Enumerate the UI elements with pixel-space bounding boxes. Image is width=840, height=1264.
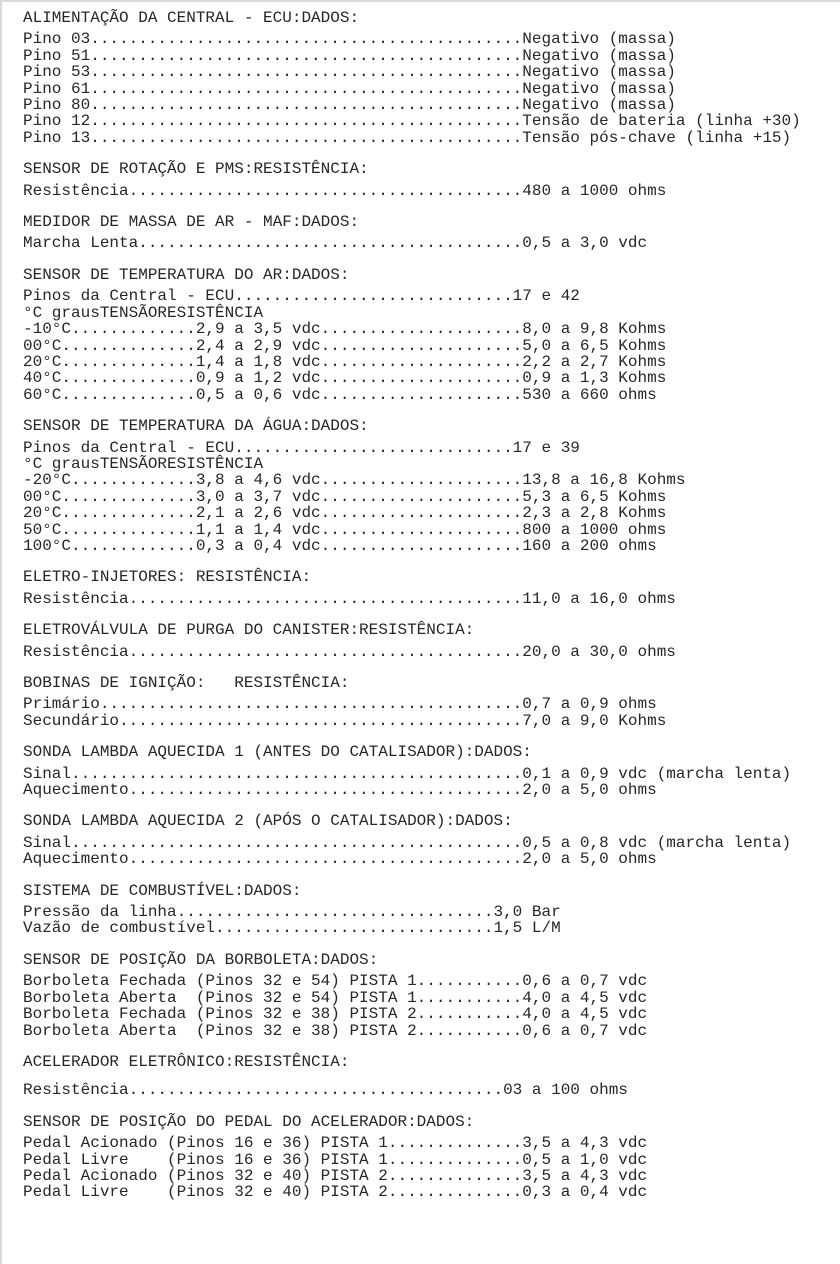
section-title: MEDIDOR DE MASSA DE AR - MAF:DADOS: bbox=[23, 213, 360, 232]
table-header-line: °C grausTENSÃORESISTÊNCIA bbox=[23, 303, 264, 322]
spec-section bbox=[23, 813, 840, 867]
spec-line: 20°C..............1,4 a 1,8 vdc.....................2,2 a 2,7 Kohms bbox=[23, 352, 667, 371]
spec-section bbox=[23, 569, 840, 607]
spec-line: 40°C..............0,9 a 1,2 vdc.....................0,9 a 1,3 Kohms bbox=[23, 369, 667, 388]
spec-line: Pino 61.............................................Negativo (massa) bbox=[23, 79, 676, 98]
section-title: ALIMENTAÇÃO DA CENTRAL - ECU:DADOS: bbox=[23, 9, 360, 27]
spec-line: -20°C.............3,8 a 4,6 vdc.....................13,8 a 16,8 Kohms bbox=[23, 471, 686, 490]
section-title: SISTEMA DE COMBUSTÍVEL:DADOS: bbox=[23, 881, 302, 900]
section-title: SONDA LAMBDA AQUECIDA 1 (ANTES DO CATALISADOR):DADOS: bbox=[23, 743, 532, 762]
spec-line: Pedal Livre (Pinos 32 e 40) PISTA 2..............0,3 a 0,4 vdc bbox=[23, 1183, 648, 1202]
spec-line: Pino 80.............................................Negativo (massa) bbox=[23, 96, 676, 115]
spec-line: Sinal...............................................0,5 a 0,8 vdc (marcha lenta) bbox=[23, 833, 792, 852]
spec-section bbox=[23, 418, 840, 554]
section-title: ELETRO-INJETORES: RESISTÊNCIA: bbox=[23, 568, 312, 587]
spec-line: Sinal...............................................0,1 a 0,9 vdc (marcha lenta) bbox=[23, 764, 792, 783]
spec-line: Pino 13.............................................Tensão pós-chave (linha +15) bbox=[23, 128, 792, 147]
spec-line: Primário............................................0,7 a 0,9 ohms bbox=[23, 695, 657, 714]
spec-section bbox=[23, 267, 840, 403]
spec-section bbox=[23, 161, 840, 199]
spec-line: Resistência.........................................11,0 a 16,0 ohms bbox=[23, 589, 676, 608]
section-title: SENSOR DE TEMPERATURA DA ÁGUA:DADOS: bbox=[23, 417, 369, 436]
spec-line: 100°C.............0,3 a 0,4 vdc.....................160 a 200 ohms bbox=[23, 536, 657, 555]
spec-line: 00°C..............3,0 a 3,7 vdc.....................5,3 a 6,5 Kohms bbox=[23, 487, 667, 506]
spec-section bbox=[23, 883, 840, 937]
spec-section bbox=[23, 1114, 840, 1201]
spec-section bbox=[23, 1054, 840, 1099]
spec-line: Pino 12.............................................Tensão de bateria (linha +30) bbox=[23, 112, 801, 131]
spec-line: Resistência.........................................480 a 1000 ohms bbox=[23, 181, 667, 200]
spec-line: Pedal Acionado (Pinos 32 e 40) PISTA 2..............3,5 a 4,3 vdc bbox=[23, 1166, 648, 1185]
spec-line: Pedal Acionado (Pinos 16 e 36) PISTA 1..............3,5 a 4,3 vdc bbox=[23, 1134, 648, 1153]
section-title: ELETROVÁLVULA DE PURGA DO CANISTER:RESISTÊNCIA: bbox=[23, 621, 475, 640]
spec-section bbox=[23, 622, 840, 660]
spec-section bbox=[23, 10, 840, 146]
spec-line: Secundário..........................................7,0 a 9,0 Kohms bbox=[23, 711, 667, 730]
table-header-line: °C grausTENSÃORESISTÊNCIA bbox=[23, 454, 264, 473]
spec-line: Borboleta Aberta (Pinos 32 e 38) PISTA 2...........0,6 a 0,7 vdc bbox=[23, 1021, 648, 1040]
spec-line: Pressão da linha.................................3,0 Bar bbox=[23, 903, 561, 922]
spec-line: Pinos da Central - ECU.............................17 e 39 bbox=[23, 438, 580, 457]
spec-line: Pinos da Central - ECU.............................17 e 42 bbox=[23, 287, 580, 306]
spec-section bbox=[23, 675, 840, 729]
spec-line: 00°C..............2,4 a 2,9 vdc.....................5,0 a 6,5 Kohms bbox=[23, 336, 667, 355]
spec-line: Pino 03.............................................Negativo (massa) bbox=[23, 30, 676, 49]
spec-line: 20°C..............2,1 a 2,6 vdc.....................2,3 a 2,8 Kohms bbox=[23, 504, 667, 523]
spec-document bbox=[2, 2, 840, 1201]
spec-section bbox=[23, 744, 840, 798]
section-title: SENSOR DE POSIÇÃO DA BORBOLETA:DADOS: bbox=[23, 950, 379, 969]
spec-line: Resistência.........................................20,0 a 30,0 ohms bbox=[23, 642, 676, 661]
spec-line: 60°C..............0,5 a 0,6 vdc.....................530 a 660 ohms bbox=[23, 385, 657, 404]
spec-line: Vazão de combustível.............................1,5 L/M bbox=[23, 919, 561, 938]
spec-line: Aquecimento.........................................2,0 a 5,0 ohms bbox=[23, 781, 657, 800]
spec-line: Aquecimento.........................................2,0 a 5,0 ohms bbox=[23, 850, 657, 869]
spec-line: Marcha Lenta........................................0,5 a 3,0 vdc bbox=[23, 234, 648, 253]
section-title: SENSOR DE POSIÇÃO DO PEDAL DO ACELERADOR:DADOS: bbox=[23, 1112, 475, 1131]
section-title: SONDA LAMBDA AQUECIDA 2 (APÓS O CATALISADOR):DADOS: bbox=[23, 812, 513, 831]
section-title: ACELERADOR ELETRÔNICO:RESISTÊNCIA: bbox=[23, 1052, 350, 1071]
spec-line: Resistência.......................................03 a 100 ohms bbox=[23, 1081, 628, 1100]
spec-section bbox=[23, 952, 840, 1039]
spec-line: 50°C..............1,1 a 1,4 vdc.....................800 a 1000 ohms bbox=[23, 520, 667, 539]
spec-line: Pino 51.............................................Negativo (massa) bbox=[23, 46, 676, 65]
spec-line: Borboleta Fechada (Pinos 32 e 54) PISTA 1...........0,6 a 0,7 vdc bbox=[23, 972, 648, 991]
section-title: SENSOR DE TEMPERATURA DO AR:DADOS: bbox=[23, 265, 350, 284]
spec-line: Borboleta Aberta (Pinos 32 e 54) PISTA 1...........4,0 a 4,5 vdc bbox=[23, 988, 648, 1007]
spec-line: Borboleta Fechada (Pinos 32 e 38) PISTA 2...........4,0 a 4,5 vdc bbox=[23, 1005, 648, 1024]
spec-line: Pedal Livre (Pinos 16 e 36) PISTA 1..............0,5 a 1,0 vdc bbox=[23, 1150, 648, 1169]
spec-line: -10°C.............2,9 a 3,5 vdc.....................8,0 a 9,8 Kohms bbox=[23, 320, 667, 339]
spec-section bbox=[23, 214, 840, 252]
section-title: SENSOR DE ROTAÇÃO E PMS:RESISTÊNCIA: bbox=[23, 160, 369, 179]
section-title: BOBINAS DE IGNIÇÃO: RESISTÊNCIA: bbox=[23, 674, 350, 692]
spec-line: Pino 53.............................................Negativo (massa) bbox=[23, 63, 676, 82]
